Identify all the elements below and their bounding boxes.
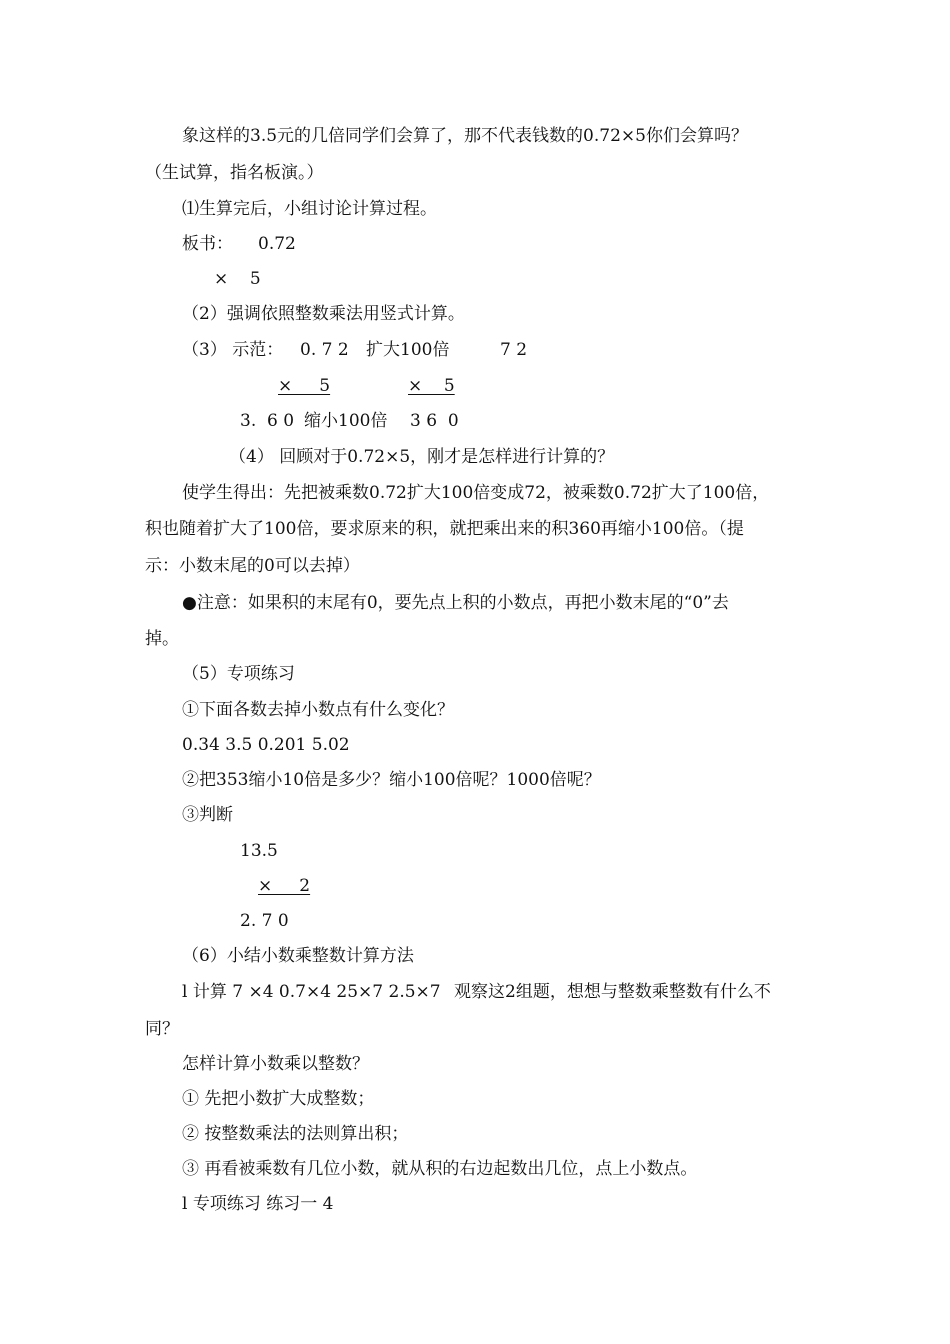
- text-line: （5）专项练习: [182, 664, 295, 684]
- text-line: 3. 6 0: [240, 411, 295, 431]
- text-line: 观察这2组题，想想与整数乘整数有什么不: [454, 982, 771, 1002]
- text-line: 0.34 3.5 0.201 5.02: [182, 735, 350, 755]
- text-line: × 5: [408, 376, 455, 396]
- text-line: × 2: [258, 876, 311, 896]
- text-line: 掉。: [145, 629, 179, 649]
- text-line: （2）强调依照整数乘法用竖式计算。: [182, 304, 465, 324]
- text-line: 3 6 0: [410, 411, 459, 431]
- text-line: 使学生得出：先把被乘数0.72扩大100倍变成72，被乘数0.72扩大了100倍，: [182, 483, 770, 503]
- text-line: （4） 回顾对于0.72×5，刚才是怎样进行计算的？: [229, 447, 615, 467]
- text-line: 0.72: [258, 234, 296, 254]
- text-line: 扩大100倍: [366, 340, 450, 360]
- text-line: ⑴生算完后，小组讨论计算过程。: [182, 199, 437, 219]
- text-line: × 5: [278, 376, 331, 396]
- text-line: ① 先把小数扩大成整数；: [182, 1089, 375, 1109]
- text-line: （生试算，指名板演。）: [145, 163, 324, 183]
- text-line: 象这样的3.5元的几倍同学们会算了，那不代表钱数的0.72×5你们会算吗？: [182, 126, 748, 146]
- text-line: ①下面各数去掉小数点有什么变化？: [182, 700, 454, 720]
- text-line: 怎样计算小数乘以整数？: [182, 1054, 369, 1074]
- text-line: 7 2: [500, 340, 528, 360]
- text-line: l 专项练习 练习一 4: [182, 1194, 334, 1214]
- text-line: 同？: [145, 1019, 179, 1039]
- text-line: 0. 7 2: [300, 340, 349, 360]
- text-line: 2. 7 0: [240, 911, 289, 931]
- text-line: ③判断: [182, 805, 233, 825]
- text-line: ●注意：如果积的末尾有0，要先点上积的小数点，再把小数末尾的“0”去: [182, 593, 729, 613]
- text-line: l 计算 7 ×4 0.7×4 25×7 2.5×7: [182, 982, 441, 1002]
- text-line: × 5: [214, 269, 261, 289]
- text-line: 13.5: [240, 841, 278, 861]
- text-line: 缩小100倍: [304, 411, 388, 431]
- text-line: ② 按整数乘法的法则算出积；: [182, 1124, 409, 1144]
- text-line: （3） 示范：: [182, 340, 284, 360]
- text-line: ③ 再看被乘数有几位小数，就从积的右边起数出几位，点上小数点。: [182, 1159, 698, 1179]
- text-line: （6）小结小数乘整数计算方法: [182, 946, 414, 966]
- text-line: 板书：: [182, 234, 233, 254]
- text-line: ②把353缩小10倍是多少？缩小100倍呢？1000倍呢？: [182, 770, 601, 790]
- text-line: 积也随着扩大了100倍，要求原来的积，就把乘出来的积360再缩小100倍。（提: [145, 519, 744, 539]
- text-line: 示：小数末尾的0可以去掉）: [145, 556, 360, 576]
